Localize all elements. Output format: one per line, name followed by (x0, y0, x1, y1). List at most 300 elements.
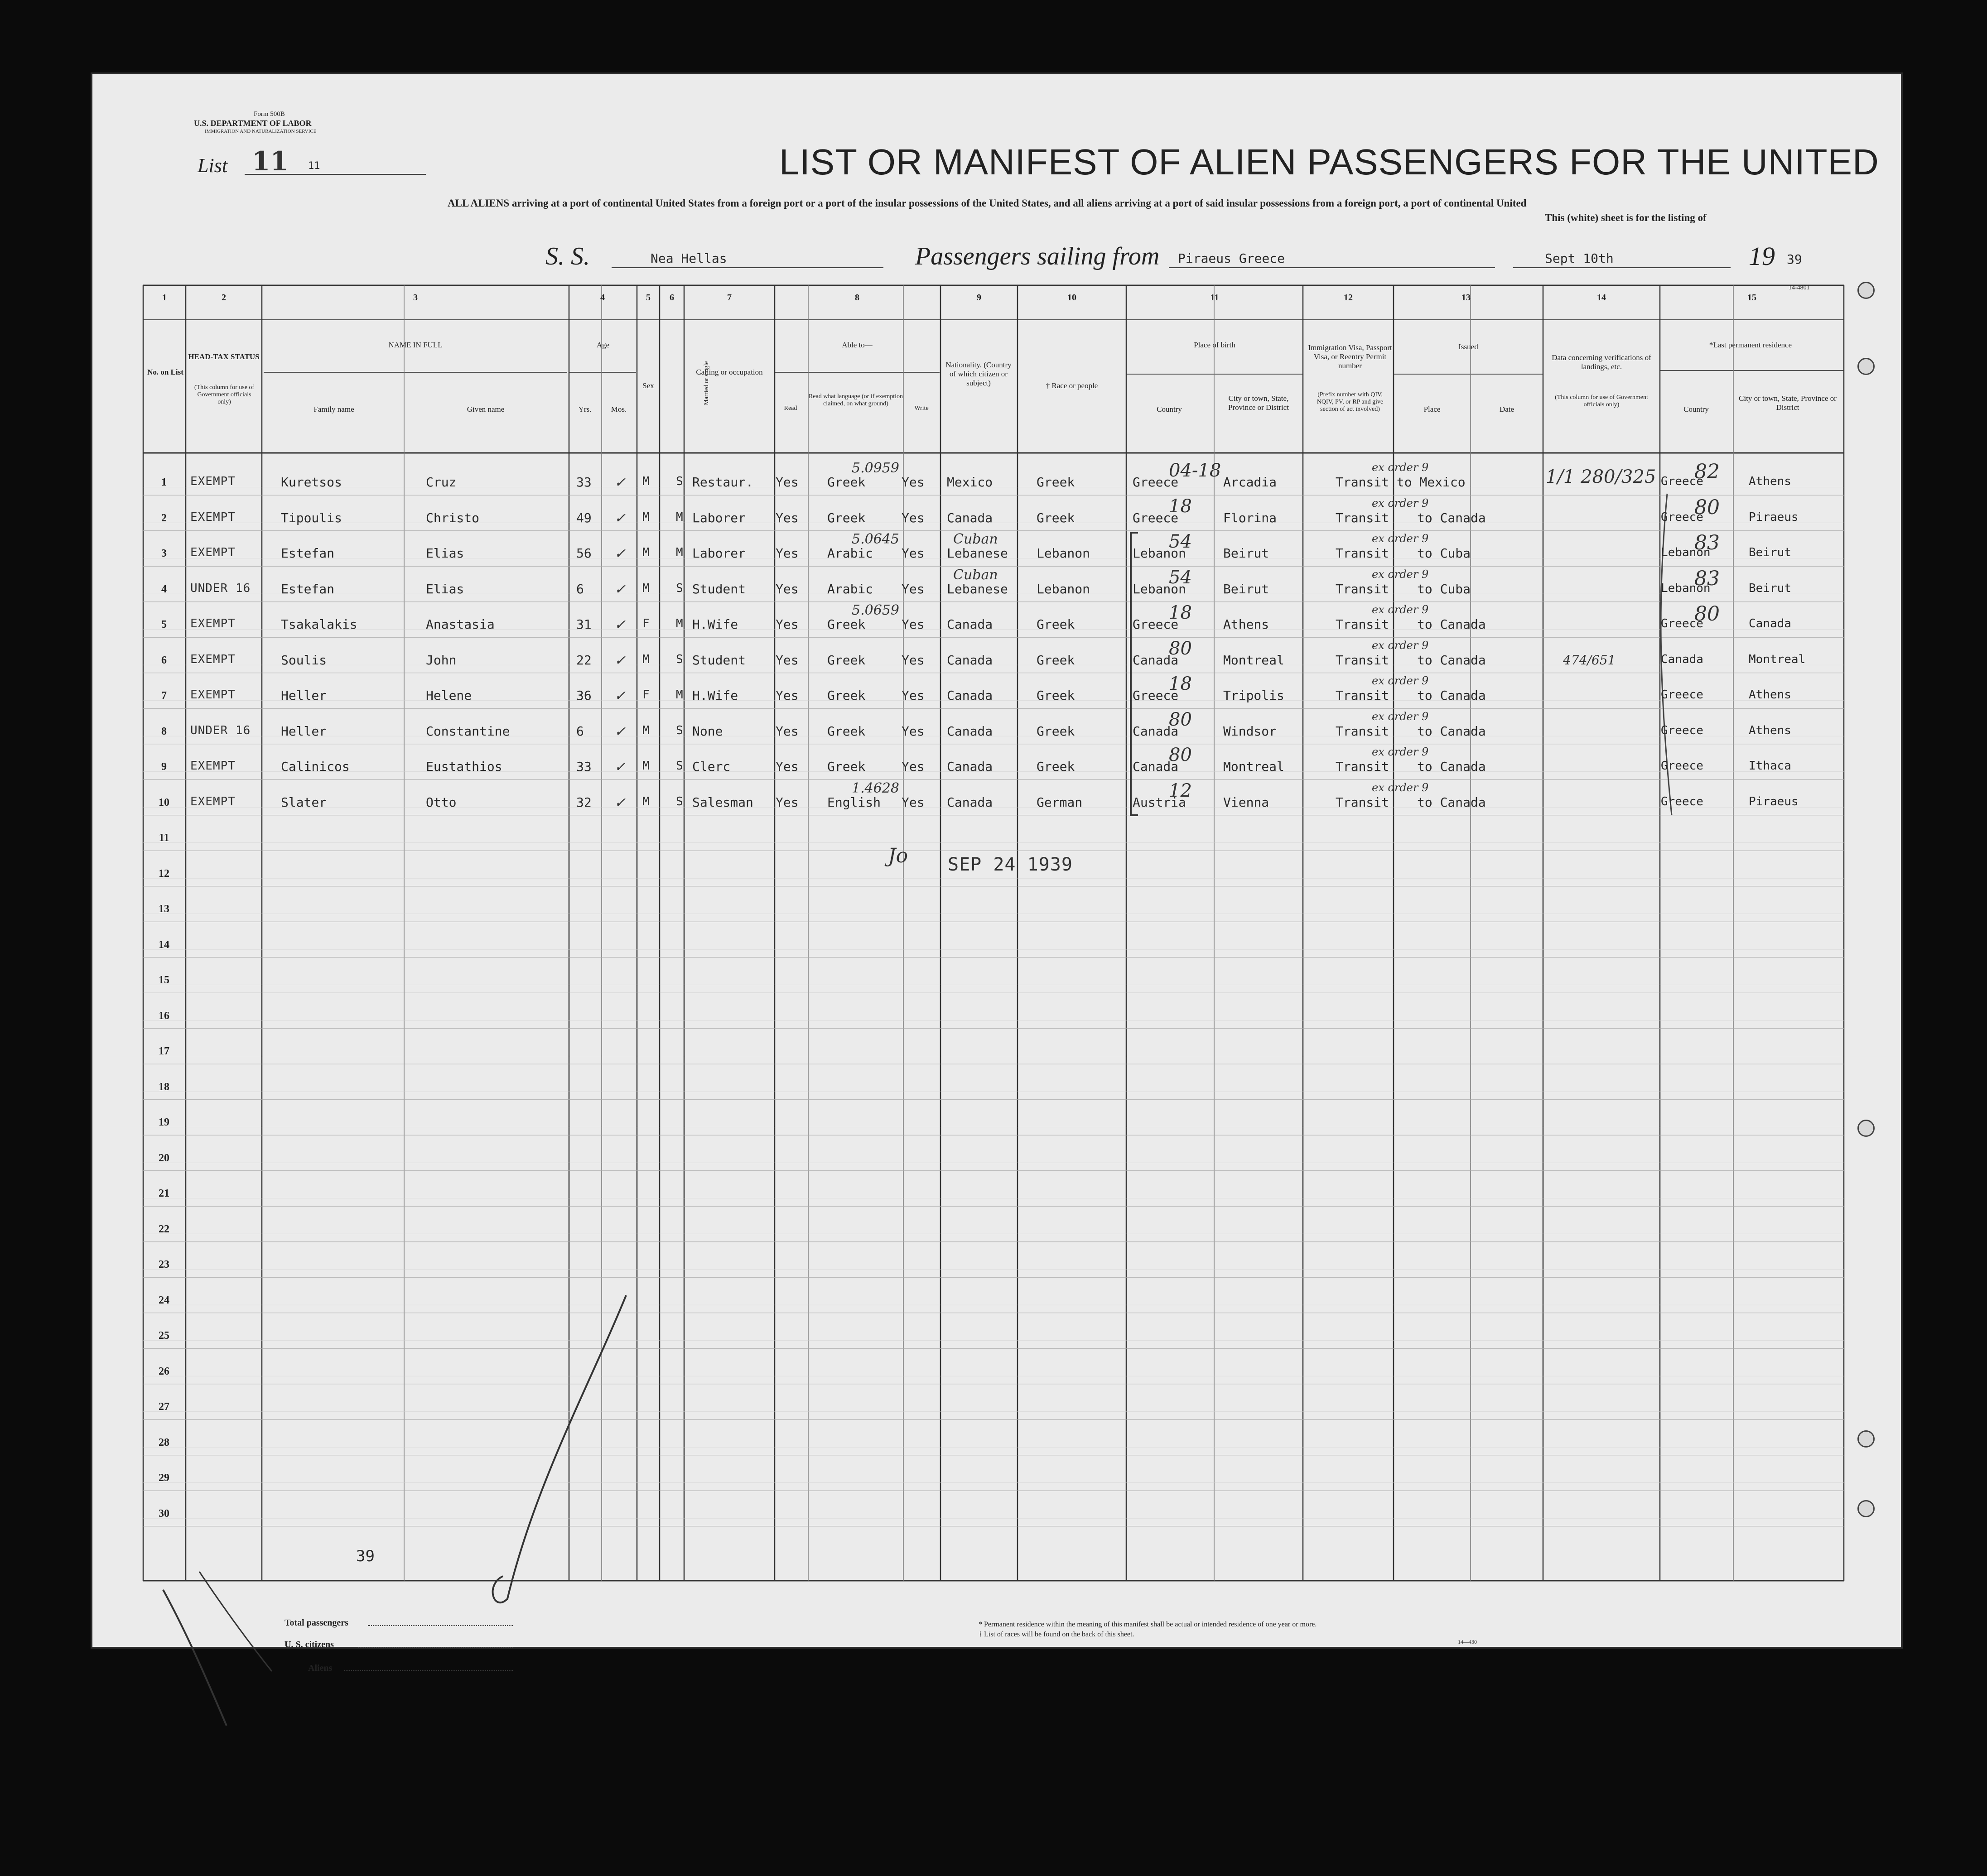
header-age: Age (596, 341, 610, 349)
corner-code: 14-4801 (1789, 284, 1810, 291)
marital-status: S (676, 652, 683, 666)
header-no-on-list: No. on List (147, 368, 183, 376)
sex: M (642, 759, 650, 773)
row-number: 18 (159, 1081, 169, 1093)
age-years: 6 (576, 723, 584, 739)
punch-hole (1857, 1500, 1875, 1517)
residence-code-note: 80 (1694, 602, 1720, 625)
row-number: 23 (159, 1259, 169, 1270)
occupation: H.Wife (692, 688, 738, 703)
row-number: 3 (161, 548, 167, 559)
can-read: Yes (776, 617, 799, 632)
marital-status: S (676, 794, 683, 808)
age-years: 56 (576, 546, 592, 561)
race: German (1037, 794, 1083, 810)
age-months: ✓ (614, 617, 626, 633)
ex-order-note: ex order 9 (1372, 746, 1429, 758)
family-name: Tipoulis (281, 510, 342, 525)
race: Greek (1037, 688, 1075, 703)
aliens-label: Aliens (308, 1663, 333, 1673)
given-name: Elias (426, 546, 464, 561)
can-read: Yes (776, 759, 799, 774)
sex: M (642, 581, 650, 595)
column-number: 2 (222, 293, 226, 303)
age-months: ✓ (614, 510, 626, 526)
header-birth-country: Country (1157, 405, 1182, 414)
occupation: Salesman (692, 794, 753, 810)
nationality: Canada (947, 688, 993, 703)
ship-name: Nea Hellas (651, 251, 727, 266)
marital-status: S (676, 581, 683, 595)
can-read: Yes (776, 546, 799, 561)
visa-number: Transit (1336, 794, 1389, 810)
marital-status: M (676, 510, 683, 524)
birth-country: Greece (1133, 688, 1179, 703)
row-number: 22 (159, 1223, 169, 1235)
ex-order-note: ex order 9 (1372, 674, 1429, 687)
row-number: 6 (161, 654, 167, 666)
head-tax-status: EXEMPT (190, 546, 236, 559)
birth-country: Greece (1133, 510, 1179, 525)
residence-city: Ithaca (1749, 759, 1791, 773)
issued-place: to Canada (1417, 688, 1486, 703)
header-visa-note: (Prefix number with QIV, NQIV, PV, or RP and give section of act involved) (1317, 391, 1384, 413)
us-citizens-label: U. S. citizens (285, 1640, 334, 1650)
header-visa: Immigration Visa, Passport Visa, or Reentry Permit number (1308, 343, 1392, 370)
can-read: Yes (776, 475, 799, 490)
residence-city: Canada (1749, 617, 1791, 630)
family-name: Estefan (281, 546, 335, 561)
column-number: 1 (162, 293, 167, 303)
language-code-note: 5.0659 (852, 602, 899, 618)
row-number: 24 (159, 1294, 169, 1306)
ex-order-note: ex order 9 (1372, 461, 1429, 474)
service-label: IMMIGRATION AND NATURALIZATION SERVICE (205, 129, 317, 134)
row-number: 2 (161, 512, 167, 524)
row-number: 29 (159, 1472, 169, 1484)
date-underline (1513, 267, 1731, 268)
column-number: 14 (1597, 293, 1606, 303)
residence-city: Montreal (1749, 652, 1806, 666)
occupation: Laborer (692, 510, 746, 525)
birth-city: Tripolis (1223, 688, 1284, 703)
issued-place: to Cuba (1417, 581, 1471, 596)
head-tax-status: UNDER 16 (190, 581, 251, 595)
birth-code-note: 18 (1169, 495, 1192, 517)
sex: M (642, 723, 650, 737)
family-name: Slater (281, 794, 327, 810)
ex-order-note: ex order 9 (1372, 496, 1429, 510)
race: Greek (1037, 617, 1075, 632)
list-underline (245, 174, 426, 175)
row-number: 12 (159, 867, 169, 880)
header-data-verification: Data concerning verifications of landings, etc. (1552, 353, 1651, 371)
nationality: Canada (947, 617, 993, 632)
header-birth-city: City or town, State, Province or District (1228, 394, 1289, 412)
header-read: Read (784, 405, 797, 412)
port-name: Piraeus Greece (1178, 251, 1285, 266)
nationality: Canada (947, 652, 993, 668)
birth-city: Beirut (1223, 546, 1269, 561)
row-number: 26 (159, 1365, 169, 1377)
residence-city: Beirut (1749, 546, 1791, 559)
residence-city: Athens (1749, 475, 1791, 488)
form-number: Form 500B (254, 111, 285, 118)
given-name: Constantine (426, 723, 510, 739)
year-suffix: 39 (1787, 252, 1802, 267)
can-read: Yes (776, 794, 799, 810)
column-number: 6 (670, 293, 674, 303)
nationality-note: Cuban (953, 567, 998, 583)
issued-place: to Cuba (1417, 546, 1471, 561)
nationality: Canada (947, 759, 993, 774)
birth-country: Canada (1133, 723, 1179, 739)
row-number: 14 (159, 938, 169, 951)
head-tax-status: EXEMPT (190, 510, 236, 524)
marital-status: S (676, 475, 683, 488)
column-number: 4 (600, 293, 605, 303)
header-res-country: Country (1683, 405, 1709, 414)
age-months: ✓ (614, 794, 626, 811)
column-number: 12 (1344, 293, 1353, 303)
age-years: 36 (576, 688, 592, 703)
footnote-races: † List of races will be found on the back of this sheet. (979, 1631, 1134, 1638)
birth-code-note: 54 (1169, 531, 1192, 552)
age-years: 32 (576, 794, 592, 810)
can-write: Yes (902, 546, 925, 561)
issued-place: to Canada (1417, 759, 1486, 774)
sex: M (642, 652, 650, 666)
birth-country: Greece (1133, 617, 1179, 632)
read-language: Greek (827, 510, 866, 525)
read-language: Greek (827, 723, 866, 739)
occupation: H.Wife (692, 617, 738, 632)
total-passengers-label: Total passengers (285, 1618, 348, 1628)
residence-city: Beirut (1749, 581, 1791, 595)
head-tax-status: EXEMPT (190, 617, 236, 630)
visa-number: Transit (1336, 581, 1389, 596)
column-number: 15 (1747, 293, 1756, 303)
age-months: ✓ (614, 581, 626, 597)
read-language: Greek (827, 475, 866, 490)
ss-label: S. S. (545, 242, 590, 270)
residence-code-note: 82 (1694, 460, 1720, 483)
marital-status: M (676, 617, 683, 630)
residence-code-note: 80 (1694, 495, 1720, 519)
row-number: 7 (161, 690, 167, 702)
given-name: Elias (426, 581, 464, 596)
age-years: 49 (576, 510, 592, 525)
given-name: Eustathios (426, 759, 502, 774)
row-number: 17 (159, 1045, 169, 1057)
marital-status: S (676, 759, 683, 773)
occupation: Student (692, 652, 746, 668)
can-write: Yes (902, 510, 925, 525)
can-write: Yes (902, 759, 925, 774)
sex: M (642, 546, 650, 559)
occupation: None (692, 723, 723, 739)
can-write: Yes (902, 794, 925, 810)
column-number: 13 (1461, 293, 1471, 303)
header-write: Write (914, 405, 929, 412)
header-head-tax: HEAD-TAX STATUS (188, 352, 260, 361)
sex: M (642, 794, 650, 808)
head-tax-status: EXEMPT (190, 759, 236, 773)
residence-city: Athens (1749, 723, 1791, 737)
column-number: 9 (977, 293, 981, 303)
sex: M (642, 510, 650, 524)
read-language: English (827, 794, 881, 810)
residence-city: Athens (1749, 688, 1791, 702)
verification-data: 474/651 (1563, 652, 1616, 668)
header-race: † Race or people (1046, 381, 1098, 390)
birth-code-note: 12 (1169, 780, 1192, 801)
row-number: 28 (159, 1436, 169, 1448)
birth-code-note: 54 (1169, 567, 1192, 588)
row-number: 21 (159, 1188, 169, 1199)
can-read: Yes (776, 652, 799, 668)
family-name: Heller (281, 688, 327, 703)
subtitle-line2: This (white) sheet is for the listing of (1545, 212, 1707, 223)
list-label: List (198, 154, 228, 177)
column-number: 11 (1210, 293, 1219, 303)
ex-order-note: ex order 9 (1372, 710, 1429, 723)
visa-number: Transit (1336, 723, 1389, 739)
header-res-city: City or town, State, Province or District (1739, 394, 1837, 412)
birth-country: Lebanon (1133, 546, 1186, 561)
row-number: 25 (159, 1330, 169, 1342)
given-name: Christo (426, 510, 480, 525)
issued-place: to Canada (1417, 617, 1486, 632)
age-years: 22 (576, 652, 592, 668)
row-number: 9 (161, 761, 167, 773)
family-name: Tsakalakis (281, 617, 357, 632)
column-number: 3 (413, 293, 418, 303)
punch-hole (1857, 1120, 1875, 1137)
total-passengers-dots (368, 1625, 513, 1626)
ex-order-note: ex order 9 (1372, 639, 1429, 652)
race: Greek (1037, 723, 1075, 739)
marital-status: M (676, 688, 683, 702)
column-number: 5 (646, 293, 651, 303)
sex: M (642, 475, 650, 488)
header-family-name: Family name (313, 405, 354, 414)
birth-city: Montreal (1223, 759, 1284, 774)
birth-city: Montreal (1223, 652, 1284, 668)
page-title: LIST OR MANIFEST OF ALIEN PASSENGERS FOR THE UNITED (779, 142, 1879, 182)
family-name: Estefan (281, 581, 335, 596)
birth-code-note: 18 (1169, 602, 1192, 623)
birth-code-note: 04-18 (1169, 460, 1221, 481)
birth-city: Athens (1223, 617, 1269, 632)
given-name: John (426, 652, 457, 668)
can-read: Yes (776, 688, 799, 703)
family-name: Calinicos (281, 759, 350, 774)
row-number: 8 (161, 725, 167, 737)
birth-city: Beirut (1223, 581, 1269, 596)
nationality: Lebanese (947, 546, 1008, 561)
head-tax-status: EXEMPT (190, 475, 236, 488)
sailing-label: Passengers sailing from (915, 242, 1160, 270)
birth-city: Windsor (1223, 723, 1277, 739)
column-number: 8 (855, 293, 859, 303)
residence-country: Canada (1661, 652, 1703, 666)
head-tax-status: UNDER 16 (190, 723, 251, 737)
footnote-residence: * Permanent residence within the meaning of this manifest shall be actual or intended residence of one year or more. (979, 1621, 1317, 1628)
language-code-note: 5.0645 (852, 531, 899, 547)
footer-form-code: 14—430 (1458, 1639, 1477, 1645)
ex-order-note: ex order 9 (1372, 603, 1429, 616)
nationality: Canada (947, 510, 993, 525)
port-underline (1169, 267, 1495, 268)
birth-city: Florina (1223, 510, 1277, 525)
can-read: Yes (776, 510, 799, 525)
head-tax-status: EXEMPT (190, 652, 236, 666)
residence-code-note: 83 (1694, 567, 1720, 590)
nationality: Canada (947, 794, 993, 810)
given-name: Otto (426, 794, 457, 810)
birth-country: Canada (1133, 652, 1179, 668)
occupation: Laborer (692, 546, 746, 561)
language-code-note: 5.0959 (852, 460, 899, 476)
header-read-language: Read what language (or if exemption claimed, on what ground) (809, 393, 903, 407)
race: Greek (1037, 759, 1075, 774)
residence-country: Greece (1661, 617, 1703, 630)
age-years: 31 (576, 617, 592, 632)
residence-country: Greece (1661, 794, 1703, 808)
nationality: Mexico (947, 475, 993, 490)
head-tax-status: EXEMPT (190, 794, 236, 808)
given-name: Anastasia (426, 617, 495, 632)
row-number: 4 (161, 583, 167, 595)
can-write: Yes (902, 688, 925, 703)
family-name: Kuretsos (281, 475, 342, 490)
bottom-count: 39 (356, 1547, 375, 1565)
row-number: 30 (159, 1507, 169, 1520)
residence-code-note: 83 (1694, 531, 1720, 554)
year-prefix: 19 (1749, 241, 1775, 271)
birth-code-note: 80 (1169, 638, 1192, 659)
column-number: 7 (727, 293, 732, 303)
can-read: Yes (776, 723, 799, 739)
race: Lebanon (1037, 581, 1090, 596)
read-language: Greek (827, 617, 866, 632)
age-years: 33 (576, 759, 592, 774)
punch-hole (1857, 282, 1875, 299)
header-yrs: Yrs. (578, 405, 592, 414)
age-months: ✓ (614, 652, 626, 669)
residence-country: Greece (1661, 723, 1703, 737)
visa-number: Transit (1336, 759, 1389, 774)
can-write: Yes (902, 652, 925, 668)
visa-number: Transit (1336, 652, 1389, 668)
read-language: Greek (827, 688, 866, 703)
birth-country: Austria (1133, 794, 1186, 810)
header-able-to: Able to— (842, 341, 873, 349)
age-months: ✓ (614, 688, 626, 704)
header-nationality: Nationality. (Country of which citizen or subject) (945, 361, 1012, 387)
row-number: 20 (159, 1152, 169, 1164)
occupation: Clerc (692, 759, 731, 774)
header-calling: Calling or occupation (696, 368, 763, 376)
birth-country: Lebanon (1133, 581, 1186, 596)
visa-number: Transit (1336, 546, 1389, 561)
residence-country: Lebanon (1661, 581, 1711, 595)
row-number: 27 (159, 1401, 169, 1413)
header-given-name: Given name (467, 405, 505, 414)
can-read: Yes (776, 581, 799, 596)
header-last-residence: *Last permanent residence (1709, 341, 1792, 349)
header-head-tax-note: (This column for use of Government officials only) (194, 384, 255, 405)
header-sex: Sex (642, 381, 654, 390)
verification-note: 1/1 280/325 (1546, 467, 1656, 487)
residence-country: Greece (1661, 475, 1703, 488)
read-language: Greek (827, 759, 866, 774)
list-number-handwritten: 11 (252, 146, 289, 177)
issued-place: to Canada (1417, 510, 1486, 525)
sex: F (642, 617, 650, 630)
row-number: 1 (161, 476, 167, 488)
occupation: Student (692, 581, 746, 596)
header-name-in-full: NAME IN FULL (388, 341, 443, 349)
age-months: ✓ (614, 475, 626, 491)
head-tax-status: EXEMPT (190, 688, 236, 702)
header-data-note: (This column for use of Government officials only) (1555, 394, 1648, 408)
can-write: Yes (902, 581, 925, 596)
age-months: ✓ (614, 546, 626, 562)
row-number: 11 (159, 832, 169, 844)
given-name: Cruz (426, 475, 457, 490)
visa-number: Transit (1336, 688, 1389, 703)
occupation: Restaur. (692, 475, 753, 490)
race: Greek (1037, 510, 1075, 525)
us-citizens-dots (358, 1647, 513, 1648)
header-issued: Issued (1458, 342, 1478, 351)
can-write: Yes (902, 617, 925, 632)
visa-number: Transit (1336, 510, 1389, 525)
aliens-dots (344, 1670, 513, 1671)
age-months: ✓ (614, 759, 626, 775)
visa-number: Transit to Mexico (1336, 475, 1466, 490)
row-number: 5 (161, 619, 167, 630)
read-language: Arabic (827, 581, 873, 596)
can-write: Yes (902, 723, 925, 739)
header-mos: Mos. (611, 405, 627, 414)
residence-city: Piraeus (1749, 794, 1799, 808)
ex-order-note: ex order 9 (1372, 568, 1429, 581)
birth-code-note: 18 (1169, 673, 1192, 694)
nationality: Canada (947, 723, 993, 739)
inspector-initials: Jo (888, 844, 908, 867)
age-months: ✓ (614, 723, 626, 740)
race: Greek (1037, 652, 1075, 668)
birth-city: Arcadia (1223, 475, 1277, 490)
marital-status: S (676, 723, 683, 737)
visa-number: Transit (1336, 617, 1389, 632)
birth-code-note: 80 (1169, 745, 1192, 765)
date-stamp: SEP 24 1939 (948, 854, 1073, 875)
row-number: 16 (159, 1010, 169, 1022)
header-issued-date: Date (1499, 405, 1514, 414)
family-name: Heller (281, 723, 327, 739)
marital-status: M (676, 546, 683, 559)
can-write: Yes (902, 475, 925, 490)
nationality-note: Cuban (953, 531, 998, 547)
ex-order-note: ex order 9 (1372, 781, 1429, 794)
residence-country: Greece (1661, 759, 1703, 773)
age-years: 33 (576, 475, 592, 490)
punch-hole (1857, 358, 1875, 375)
